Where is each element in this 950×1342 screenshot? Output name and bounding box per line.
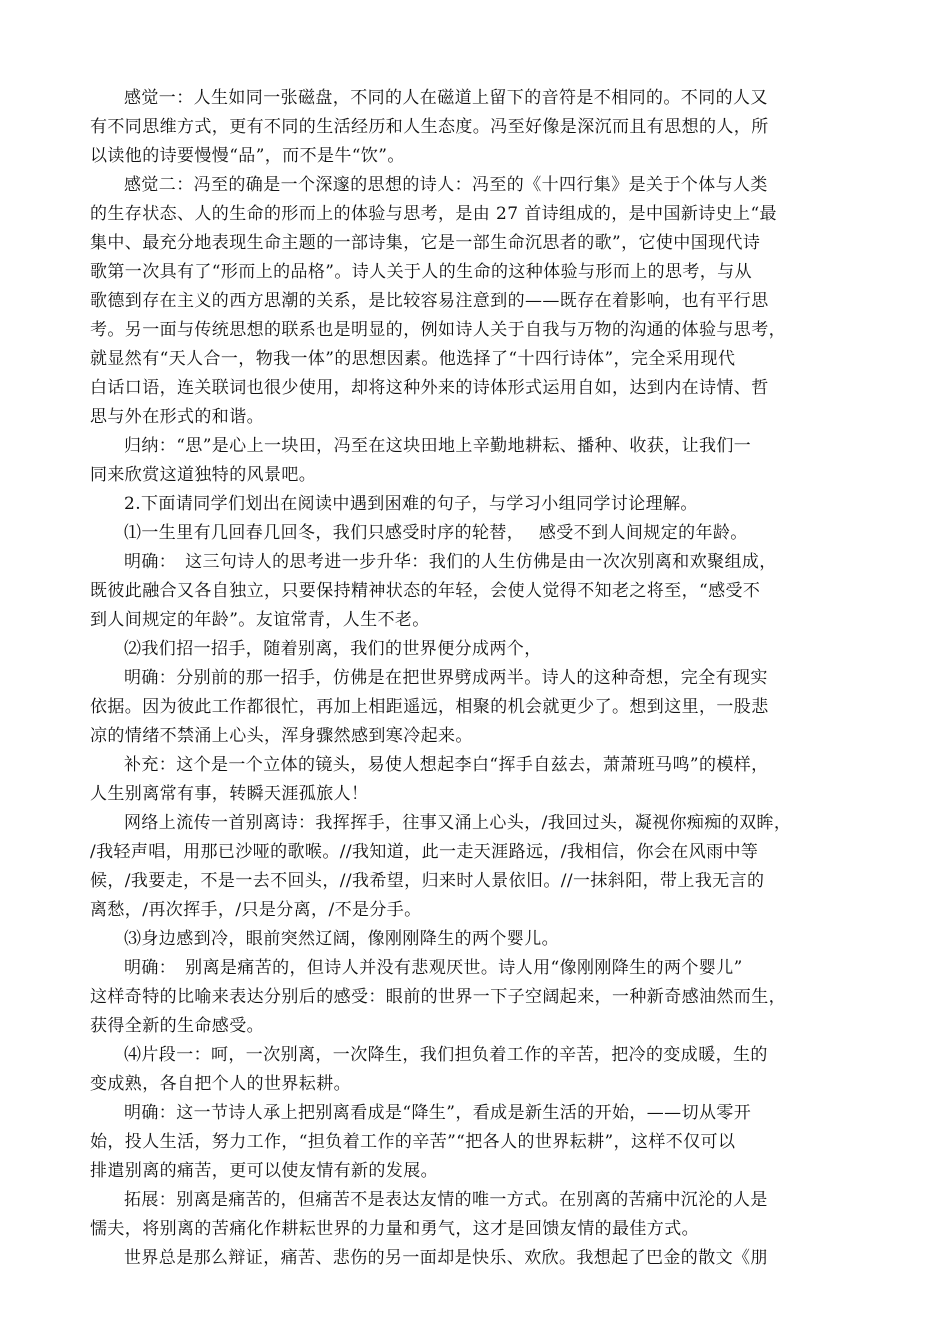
text-line: ⑵我们招一招手，随着别离，我们的世界便分成两个， [124, 639, 542, 659]
text-line: 歌第一次具有了“形而上的品格”。诗人关于人的生命的这种体验与形而上的思考，与从 [90, 262, 752, 282]
text-line: 明确： 这三句诗人的思考进一步升华：我们的人生仿佛是由一次次别离和欢聚组成， [124, 552, 777, 572]
text-line: 补充：这个是一个立体的镜头，易使人想起李白“挥手自兹去，萧萧班马鸣”的模样， [124, 755, 769, 775]
text-line: 思与外在形式的和谐。 [90, 407, 264, 427]
text-line: 排遣别离的痛苦，更可以使友情有新的发展。 [90, 1161, 438, 1181]
text-line: 的生存状态、人的生命的形而上的体验与思考，是由 27 首诗组成的，是中国新诗史上“最 [90, 204, 777, 224]
text-line: 感觉二：冯至的确是一个深邃的思想的诗人：冯至的《十四行集》是关于个体与人类 [124, 175, 768, 195]
text-line: ⑴一生里有几回春几回冬，我们只感受时序的轮替， 感受不到人间规定的年龄。 [124, 523, 748, 543]
text-line: 依据。因为彼此工作都很忙，再加上相距遥远，相聚的机会就更少了。想到这里，一股悲 [90, 697, 769, 717]
text-line: 既彼此融合又各自独立，只要保持精神状态的年轻，会使人觉得不知老之将至，“感受不 [90, 581, 761, 601]
text-line: 离愁，/再次挥手，/只是分离，/不是分手。 [90, 900, 422, 920]
text-line: 歌德到存在主义的西方思潮的关系，是比较容易注意到的——既存在着影响，也有平行思 [90, 291, 769, 311]
text-line: 白话口语，连关联词也很少使用，却将这种外来的诗体形式运用自如，达到内在诗情、哲 [90, 378, 769, 398]
text-line: 就显然有“天人合一，物我一体”的思想因素。他选择了“十四行诗体”，完全采用现代 [90, 349, 736, 369]
text-line: 这样奇特的比喻来表达分别后的感受：眼前的世界一下子空阔起来，一种新奇感油然而生， [90, 987, 786, 1007]
text-line: /我轻声唱，用那已沙哑的歌喉。//我知道，此一走天涯路远，/我相信，你会在风雨中等 [90, 842, 759, 862]
text-line: 候，/我要走，不是一去不回头，//我希望，归来时人景依旧。//一抹斜阳，带上我无言的 [90, 871, 765, 891]
text-line: 明确： 别离是痛苦的，但诗人并没有悲观厌世。诗人用“像刚刚降生的两个婴儿” [124, 958, 743, 978]
text-line: ⑶身边感到冷，眼前突然辽阔，像刚刚降生的两个婴儿。 [124, 929, 559, 949]
text-line: 同来欣赏这道独特的风景吧。 [90, 465, 317, 485]
text-line: 变成熟，各自把个人的世界耘耕。 [90, 1074, 351, 1094]
text-line: 感觉一：人生如同一张磁盘，不同的人在磁道上留下的音符是不相同的。不同的人又 [124, 88, 768, 108]
text-line: 归纳：“思”是心上一块田，冯至在这块田地上辛勤地耕耘、播种、收获，让我们一 [124, 436, 752, 456]
text-line: 明确：分别前的那一招手，仿佛是在把世界劈成两半。诗人的这种奇想，完全有现实 [124, 668, 768, 688]
text-line: 以读他的诗要慢慢“品”，而不是牛“饮”。 [90, 146, 405, 166]
text-line: 明确：这一节诗人承上把别离看成是“降生”，看成是新生活的开始，——切从零开 [124, 1103, 752, 1123]
text-line: 凉的情绪不禁涌上心头，浑身骤然感到寒冷起来。 [90, 726, 473, 746]
text-line: 世界总是那么辩证，痛苦、悲伤的另一面却是快乐、欢欣。我想起了巴金的散文《朋 [124, 1248, 768, 1268]
text-line: 人生别离常有事，转瞬天涯孤旅人！ [90, 784, 369, 804]
text-line: 集中、最充分地表现生命主题的一部诗集，它是一部生命沉思者的歌”，它使中国现代诗 [90, 233, 761, 253]
text-line: 考。另一面与传统思想的联系也是明显的，例如诗人关于自我与万物的沟通的体验与思考， [90, 320, 786, 340]
text-line: 2.下面请同学们划出在阅读中遇到困难的句子，与学习小组同学讨论理解。 [124, 494, 698, 514]
text-line: 获得全新的生命感受。 [90, 1016, 264, 1036]
text-line: 始，投人生活，努力工作，“担负着工作的辛苦”“把各人的世界耘耕”，这样不仅可以 [90, 1132, 736, 1152]
text-line: 有不同思维方式，更有不同的生活经历和人生态度。冯至好像是深沉而且有思想的人，所 [90, 117, 769, 137]
text-line: 到人间规定的年龄”。友谊常青，人生不老。 [90, 610, 430, 630]
text-line: 拓展：别离是痛苦的，但痛苦不是表达友情的唯一方式。在别离的苦痛中沉沦的人是 [124, 1190, 768, 1210]
text-line: ⑷片段一：呵，一次别离，一次降生，我们担负着工作的辛苦，把冷的变成暖，生的 [124, 1045, 768, 1065]
text-line: 懦夫，将别离的苦痛化作耕耘世界的力量和勇气，这才是回馈友情的最佳方式。 [90, 1219, 699, 1239]
text-line: 网络上流传一首别离诗：我挥挥手，往事又涌上心头，/我回过头，凝视你痴痴的双眸， [124, 813, 792, 833]
